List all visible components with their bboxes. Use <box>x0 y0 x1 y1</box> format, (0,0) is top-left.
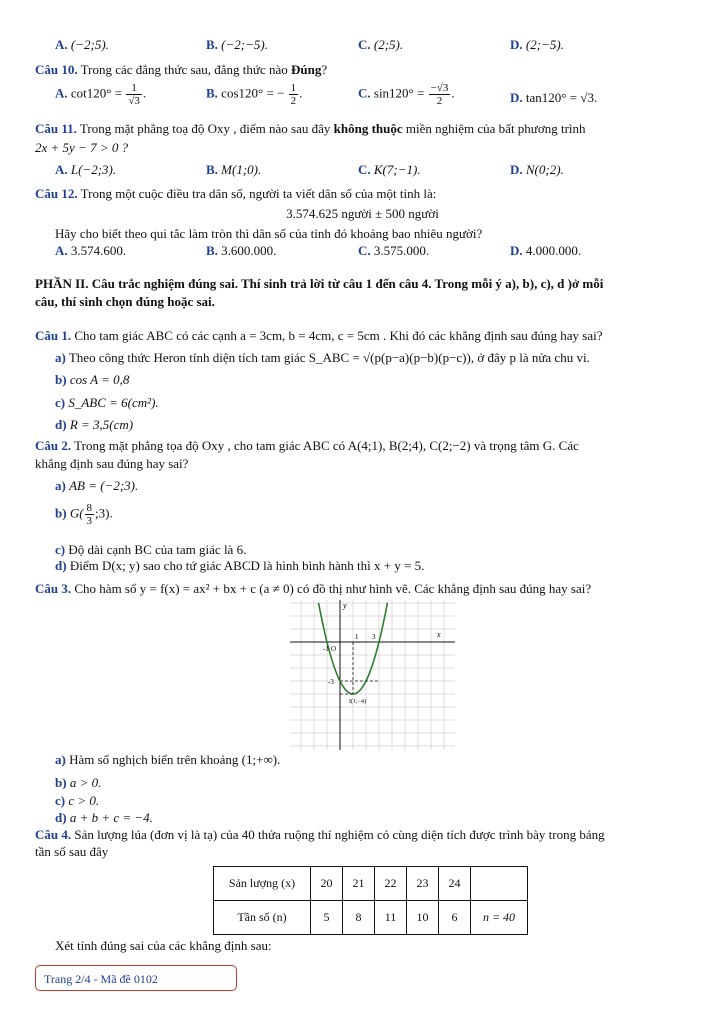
option-label: C. <box>358 85 371 101</box>
question-text: Trong một cuộc điều tra dân số, người ta viết dân số của một tỉnh là: <box>80 186 437 201</box>
table-cell: 20 <box>311 867 343 901</box>
q10-option-d <box>510 90 597 106</box>
option-post: . <box>451 85 455 101</box>
option-pre: cot120° = <box>70 85 123 101</box>
tick-label-3: 3 <box>372 633 376 641</box>
option-text: K(7;−1). <box>373 162 421 177</box>
q11-stem <box>35 121 586 137</box>
item-label: a) <box>55 752 66 767</box>
part2-heading-line2: câu, thí sinh chọn đúng hoặc sai. <box>35 294 215 309</box>
q10-option-b <box>206 82 302 107</box>
parabola-graph <box>290 600 455 750</box>
q12-option-c <box>358 243 429 259</box>
item-text: S_ABC = 6(cm²). <box>68 395 159 410</box>
p2-stem-line2: khẳng định sau đúng hay sai? <box>35 456 189 471</box>
question-number: Câu 3. <box>35 581 72 596</box>
question-number: Câu 10. <box>35 62 78 77</box>
table-cell: 24 <box>439 867 471 901</box>
denominator: 2 <box>290 95 297 107</box>
item-text: AB = (−2;3). <box>69 478 139 493</box>
question-text: Trong mặt phẳng tọa độ Oxy , cho tam giác ABC có A(4;1), B(2;4), C(2;−2) và trọng tâm G. Các <box>74 438 579 453</box>
q10-stem <box>35 62 327 78</box>
item-label: b) <box>55 505 67 521</box>
p4-after: Xét tính đúng sai của các khẳng định sau: <box>55 938 272 953</box>
table-header-cell: Sản lượng (x) <box>214 867 311 901</box>
question-emphasis: không thuộc <box>333 121 403 136</box>
part2-heading-line1: PHẦN II. Câu trắc nghiệm đúng sai. Thí sinh trả lời từ câu 1 đến câu 4. Trong mỗi ý a), b), c), d )ở mỗi <box>35 276 604 291</box>
table-header-cell: Tần số (n) <box>214 901 311 935</box>
question-text-2: miền nghiệm của bất phương trình <box>405 121 586 136</box>
p1-stem <box>35 328 603 344</box>
question-end: ? <box>321 62 328 77</box>
table-total-cell: n = 40 <box>471 901 528 935</box>
option-text: (−2;−5). <box>221 37 268 52</box>
option-label: D. <box>510 243 523 258</box>
item-post: ;3). <box>95 505 113 521</box>
question-number: Câu 1. <box>35 328 72 343</box>
question-text: Sản lượng lúa (đơn vị là tạ) của 40 thửa ruộng thí nghiệm có cùng diện tích được trình bày trong bảng <box>74 827 605 842</box>
item-label: d) <box>55 417 67 432</box>
graph-grid <box>290 600 455 750</box>
q10-option-a <box>55 82 146 107</box>
item-text: Hàm số nghịch biến trên khoảng (1;+∞). <box>69 752 281 767</box>
table-cell-empty <box>471 867 528 901</box>
option-label: B. <box>206 37 218 52</box>
tick-label-neg1: -1 <box>323 645 329 653</box>
p1-item-d <box>55 417 133 433</box>
p3-item-b <box>55 775 101 791</box>
option-text: (2;−5). <box>525 37 564 52</box>
item-label: d) <box>55 558 67 573</box>
option-label: B. <box>206 85 218 101</box>
q11-option-b <box>206 162 261 178</box>
option-label: C. <box>358 243 371 258</box>
numerator: 1 <box>126 82 142 95</box>
fraction <box>429 82 451 107</box>
item-label: a) <box>55 350 66 365</box>
p1-item-c <box>55 395 159 411</box>
question-emphasis: Đúng <box>291 62 322 77</box>
p2-stem <box>35 438 579 454</box>
table-cell: 8 <box>343 901 375 935</box>
item-label: d) <box>55 810 67 825</box>
option-pre: sin120° = <box>373 85 425 101</box>
table-cell: 11 <box>375 901 407 935</box>
q12-stem <box>35 186 436 202</box>
q11-option-c <box>358 162 421 178</box>
y-axis-label: y <box>343 601 347 610</box>
fraction <box>85 502 95 527</box>
item-text: Độ dài cạnh BC của tam giác là 6. <box>68 542 247 557</box>
denominator: 2 <box>436 95 443 107</box>
option-label: D. <box>510 37 523 52</box>
q12-option-b <box>206 243 276 259</box>
option-label: A. <box>55 243 68 258</box>
table-row <box>214 901 528 935</box>
q12-option-d <box>510 243 581 259</box>
item-text: R = 3,5(cm) <box>69 417 134 432</box>
q9-option-d <box>510 37 564 53</box>
question-text: Trong các đẳng thức sau, đẳng thức nào <box>80 62 288 77</box>
denominator: 3 <box>86 515 93 527</box>
table-cell: 21 <box>343 867 375 901</box>
p3-item-c <box>55 793 99 809</box>
option-text: 3.600.000. <box>221 243 277 258</box>
option-text: 3.575.000. <box>373 243 430 258</box>
item-label: c) <box>55 395 66 410</box>
x-axis-label: x <box>437 630 441 639</box>
item-text: a > 0. <box>69 775 102 790</box>
option-post: . <box>299 85 303 101</box>
question-number: Câu 11. <box>35 121 77 136</box>
denominator: √3 <box>128 95 140 107</box>
table-row <box>214 867 528 901</box>
q9-option-b <box>206 37 268 53</box>
option-text: 4.000.000. <box>525 243 582 258</box>
q9-option-a <box>55 37 109 53</box>
item-text: a + b + c = −4. <box>69 810 153 825</box>
fraction <box>126 82 142 107</box>
q11-inequality: 2x + 5y − 7 > 0 ? <box>35 140 129 155</box>
item-text: c > 0. <box>68 793 100 808</box>
p4-stem-line2: tần số sau đây <box>35 844 109 859</box>
p3-item-a <box>55 752 280 768</box>
option-text: N(0;2). <box>525 162 564 177</box>
item-text: Theo công thức Heron tính diện tích tam giác S_ABC = √(p(p−a)(p−b)(p−c)), ở đây p là nửa chu vi. <box>68 350 590 365</box>
table-cell: 6 <box>439 901 471 935</box>
option-label: C. <box>358 162 371 177</box>
q12-value: 3.574.625 người ± 500 người <box>286 206 439 221</box>
fraction <box>289 82 299 107</box>
option-post: . <box>593 90 598 105</box>
item-label: b) <box>55 775 67 790</box>
option-pre: cos120° = − <box>221 85 285 101</box>
option-text: L(−2;3). <box>70 162 117 177</box>
item-label: a) <box>55 478 66 493</box>
q9-option-c <box>358 37 403 53</box>
frequency-table <box>213 866 528 935</box>
option-label: C. <box>358 37 371 52</box>
table-cell: 5 <box>311 901 343 935</box>
item-label: c) <box>55 793 66 808</box>
option-label: A. <box>55 162 68 177</box>
p1-item-b <box>55 372 129 388</box>
table-cell: 22 <box>375 867 407 901</box>
option-post: . <box>142 85 147 101</box>
option-label: A. <box>55 85 68 101</box>
item-label: b) <box>55 372 67 387</box>
option-text: M(1;0). <box>221 162 262 177</box>
p1-item-a <box>55 350 590 366</box>
p4-stem <box>35 827 605 843</box>
option-label: A. <box>55 37 68 52</box>
p3-item-d <box>55 810 153 826</box>
option-text: (2;5). <box>373 37 404 52</box>
question-text: Trong mặt phẳng toạ độ Oxy , điểm nào sau đây <box>79 121 331 136</box>
vertex-label: I(1;−4) <box>349 699 367 705</box>
item-text: cos A = 0,8 <box>69 372 130 387</box>
q11-option-d <box>510 162 564 178</box>
p2-item-d <box>55 558 424 574</box>
numerator: 8 <box>86 502 93 514</box>
page-footer: Trang 2/4 - Mã đề 0102 <box>35 965 237 991</box>
question-text: Cho hàm số y = f(x) = ax² + bx + c (a ≠ 0) có đồ thị như hình vẽ. Các khẳng định sau đúng hay sai? <box>74 581 592 596</box>
p3-stem <box>35 581 591 597</box>
numerator: 1 <box>290 82 297 94</box>
table-cell: 23 <box>407 867 439 901</box>
q10-option-c <box>358 82 455 107</box>
q11-option-a <box>55 162 116 178</box>
option-text: 3.574.600. <box>70 243 127 258</box>
q12-option-a <box>55 243 126 259</box>
item-text: Điểm D(x; y) sao cho tứ giác ABCD là hình bình hành thì x + y = 5. <box>69 558 425 573</box>
option-label: D. <box>510 162 523 177</box>
option-label: B. <box>206 162 218 177</box>
option-label: B. <box>206 243 218 258</box>
origin-label: O <box>331 645 337 653</box>
question-number: Câu 4. <box>35 827 72 842</box>
option-text: (−2;5). <box>70 37 109 52</box>
option-pre: tan120° = √3 <box>525 90 594 105</box>
question-number: Câu 2. <box>35 438 72 453</box>
p2-item-a <box>55 478 138 494</box>
q12-ask: Hãy cho biết theo qui tắc làm tròn thì dân số của tỉnh đó khoảng bao nhiêu người? <box>55 226 483 241</box>
option-label: D. <box>510 90 523 105</box>
p2-item-b <box>55 502 113 527</box>
table-cell: 10 <box>407 901 439 935</box>
p2-item-c <box>55 542 246 558</box>
tick-label-1: 1 <box>355 633 359 641</box>
question-number: Câu 12. <box>35 186 78 201</box>
item-pre: G( <box>69 505 84 521</box>
question-text: Cho tam giác ABC có các cạnh a = 3cm, b = 4cm, c = 5cm . Khi đó các khẳng định sau đúng hay sai? <box>74 328 603 343</box>
numerator: −√3 <box>430 82 449 94</box>
item-label: c) <box>55 542 66 557</box>
tick-label-neg3: -3 <box>328 678 334 686</box>
